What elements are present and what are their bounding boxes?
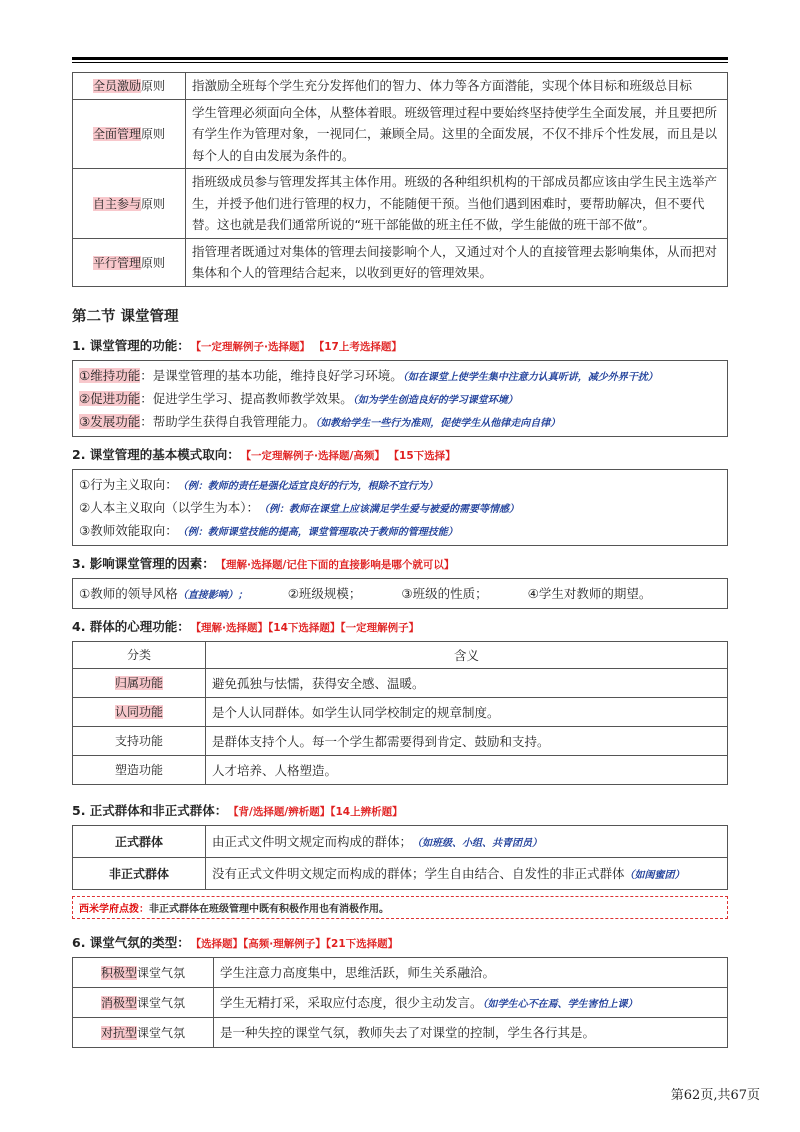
header-rule: [72, 57, 728, 60]
functions-box: [72, 360, 728, 437]
principle-suffix: 原则: [141, 196, 166, 211]
section-title: 第二节 课堂管理: [72, 307, 179, 325]
row-text: [214, 987, 728, 1017]
row-text-main: 没有正式文件明文规定而构成的群体；学生自由结合、自发性的非正式群体: [212, 866, 625, 881]
list-item: [79, 496, 721, 519]
item-text: ①行为主义取向：: [79, 476, 178, 492]
heading-tags: 【理解·选择题】【14下选择题】【一定理解例子】: [195, 621, 420, 634]
row-label-text: 归属功能: [114, 676, 163, 690]
group-functions-table: [72, 641, 728, 785]
row-label: [73, 697, 206, 726]
principle-text: 指管理者既通过对集体的管理去间接影响个人，又通过对个人的直接管理去影响集体，从而把对集体和个人的管理结合起来，以收到更好的管理效果。: [186, 238, 728, 286]
row-label: [73, 957, 214, 987]
heading-tags: 【背/选择题/辨析题】【14上辨析题】: [233, 805, 403, 818]
row-label: 支持功能: [73, 726, 206, 755]
tip-prefix: 西米学府点拨：: [79, 903, 149, 915]
item-note: （如为学生创造良好的学习课堂环境）: [352, 394, 518, 406]
principle-label: [73, 169, 186, 239]
heading-text: 2. 课堂管理的基本模式取向：: [72, 446, 240, 462]
row-label: [73, 1017, 214, 1047]
row-note: （如闺蜜团）: [624, 870, 685, 881]
heading-functions: [72, 336, 728, 354]
principle-label: [73, 73, 186, 100]
item-text: ：帮助学生获得自我管理能力。: [140, 413, 316, 429]
header-rule-thin: [72, 62, 728, 63]
heading-tags: 【理解·选择题/记住下面的直接影响是哪个就可以】: [220, 558, 455, 571]
list-item: [79, 473, 721, 496]
item-note: （直接影响）；: [177, 589, 248, 601]
heading-tags: 【一定理解例子·选择题/高频】 【15下选择】: [245, 449, 456, 462]
row-label-suffix: 课堂气氛: [137, 995, 186, 1010]
principle-text: 指激励全班每个学生充分发挥他们的智力、体力等各方面潜能，实现个体目标和班级总目标: [186, 73, 728, 100]
page-content: [72, 72, 728, 1048]
factors-row: [79, 582, 721, 605]
item-text: ：促进学生学习、提高教师教学效果。: [140, 390, 353, 406]
row-text: [214, 1017, 728, 1047]
principle-suffix: 原则: [141, 127, 166, 142]
principle-suffix: 原则: [141, 255, 166, 270]
row-text: [206, 857, 728, 889]
principle-label: [73, 238, 186, 286]
row-text-main: 是一种失控的课堂气氛，教师失去了对课堂的控制，学生各行其是。: [220, 1025, 596, 1040]
table-row: [73, 169, 728, 239]
principle-text: 指班级成员参与管理发挥其主体作用。班级的各种组织机构的干部成员都应该由学生民主选举产生，并授予他们进行管理的权力，不能随便干预。当他们遇到困难时，要帮助解决，但不要代替。这也就是我们通常所说的“班干部能做的班主任不做，学生能做的班干部不做”。: [186, 169, 728, 239]
heading-text: 6. 课堂气氛的类型：: [72, 934, 190, 950]
row-note: （如学生心不在焉、学生害怕上课）: [482, 999, 638, 1010]
list-item: [79, 387, 721, 410]
row-label: 正式群体: [73, 825, 206, 857]
item-note: （例：教师在课堂上应该满足学生爱与被爱的需要等情感）: [258, 503, 519, 515]
row-label-highlight: 对抗型: [100, 1025, 137, 1040]
list-item: [79, 519, 721, 542]
item-highlight: ②促进功能: [79, 390, 141, 406]
item-highlight: ③发展功能: [79, 413, 141, 429]
row-text-main: 学生注意力高度集中，思维活跃，师生关系融洽。: [220, 965, 496, 980]
row-note: （如班级、小组、共青团员）: [412, 838, 543, 849]
table-row: [73, 755, 728, 784]
row-text: 是个人认同群体。如学生认同学校制定的规章制度。: [206, 697, 728, 726]
item-text: ①教师的领导风格: [79, 585, 178, 601]
principle-highlight: 自主参与: [92, 196, 141, 211]
item-text: ③教师效能取向：: [79, 522, 178, 538]
row-text: 是群体支持个人。每一个学生都需要得到肯定、鼓励和支持。: [206, 726, 728, 755]
row-label: [73, 987, 214, 1017]
row-text: 避免孤独与怯懦，获得安全感、温暖。: [206, 668, 728, 697]
item-note: （如教给学生一些行为准则，促使学生从他律走向自律）: [315, 417, 561, 429]
principle-text: 学生管理必须面向全体，从整体着眼。班级管理过程中要始终坚持使学生全面发展，并且要把所有学生作为管理对象，一视同仁，兼顾全局。这里的全面发展，不仅不排斥个性发展，而且是以每个人的自由发展为条件的。: [186, 99, 728, 169]
list-item: ②班级规模；: [287, 585, 362, 601]
row-text-main: 由正式文件明文规定而构成的群体；: [212, 834, 413, 849]
heading-climate: [72, 933, 728, 951]
tip-box: [72, 896, 728, 919]
modes-box: [72, 469, 728, 546]
factors-box: [72, 578, 728, 609]
formal-groups-table: [72, 825, 728, 890]
column-header: 分类: [73, 641, 206, 668]
list-item: ④学生对教师的期望。: [527, 585, 652, 601]
table-row: [73, 668, 728, 697]
list-item: [79, 410, 721, 433]
heading-group-functions: [72, 617, 728, 635]
table-row: [73, 857, 728, 889]
heading-modes: [72, 445, 728, 463]
list-item: ③班级的性质；: [401, 585, 488, 601]
principle-label: [73, 99, 186, 169]
table-row: [73, 987, 728, 1017]
table-row: [73, 825, 728, 857]
row-label-highlight: 积极型: [100, 965, 137, 980]
table-row: [73, 238, 728, 286]
item-note: （如在课堂上使学生集中注意力认真听讲，减少外界干扰）: [402, 371, 658, 383]
item-text: ②人本主义取向（以学生为本）：: [79, 499, 259, 515]
heading-text: 3. 影响课堂管理的因素：: [72, 555, 215, 571]
principle-highlight: 全面管理: [92, 127, 141, 142]
row-text: [206, 825, 728, 857]
heading-tags: 【一定理解例子·选择题】 【17上考选择题】: [195, 340, 402, 353]
item-text: ：是课堂管理的基本功能，维持良好学习环境。: [140, 367, 403, 383]
page-number: 第62页,共67页: [670, 1088, 760, 1103]
heading-factors: [72, 554, 728, 572]
table-row: [73, 726, 728, 755]
item-note: （例：教师课堂技能的提高，课堂管理取决于教师的管理技能）: [177, 526, 458, 538]
heading-text: 4. 群体的心理功能：: [72, 618, 190, 634]
row-text-main: 学生无精打采，采取应付态度，很少主动发言。: [220, 995, 483, 1010]
heading-tags: 【选择题】【高频·理解例子】【21下选择题】: [195, 937, 399, 950]
row-label-text: 认同功能: [114, 705, 163, 719]
item-highlight: ①维持功能: [79, 367, 141, 383]
principle-suffix: 原则: [141, 79, 166, 94]
heading-text: 5. 正式群体和非正式群体：: [72, 802, 228, 818]
row-label: [73, 668, 206, 697]
principle-highlight: 平行管理: [92, 255, 141, 270]
table-row: [73, 1017, 728, 1047]
row-text: [214, 957, 728, 987]
row-label: 非正式群体: [73, 857, 206, 889]
heading-text: 1. 课堂管理的功能：: [72, 337, 190, 353]
climate-table: [72, 957, 728, 1048]
table-row: [73, 99, 728, 169]
table-row: [73, 73, 728, 100]
row-label-suffix: 课堂气氛: [137, 965, 186, 980]
tip-text: 非正式群体在班级管理中既有积极作用也有消极作用。: [149, 903, 389, 915]
table-header-row: [73, 641, 728, 668]
row-label: 塑造功能: [73, 755, 206, 784]
table-row: [73, 957, 728, 987]
heading-formal-groups: [72, 801, 728, 819]
row-text: 人才培养、人格塑造。: [206, 755, 728, 784]
item-note: （例：教师的责任是强化适宜良好的行为，根除不宜行为）: [177, 480, 438, 492]
column-header: 含义: [206, 641, 728, 668]
list-item: [79, 582, 248, 607]
principle-highlight: 全员激励: [92, 79, 141, 94]
row-label-suffix: 课堂气氛: [137, 1025, 186, 1040]
principles-table: [72, 72, 728, 287]
table-row: [73, 697, 728, 726]
row-label-highlight: 消极型: [100, 995, 137, 1010]
list-item: [79, 364, 721, 387]
